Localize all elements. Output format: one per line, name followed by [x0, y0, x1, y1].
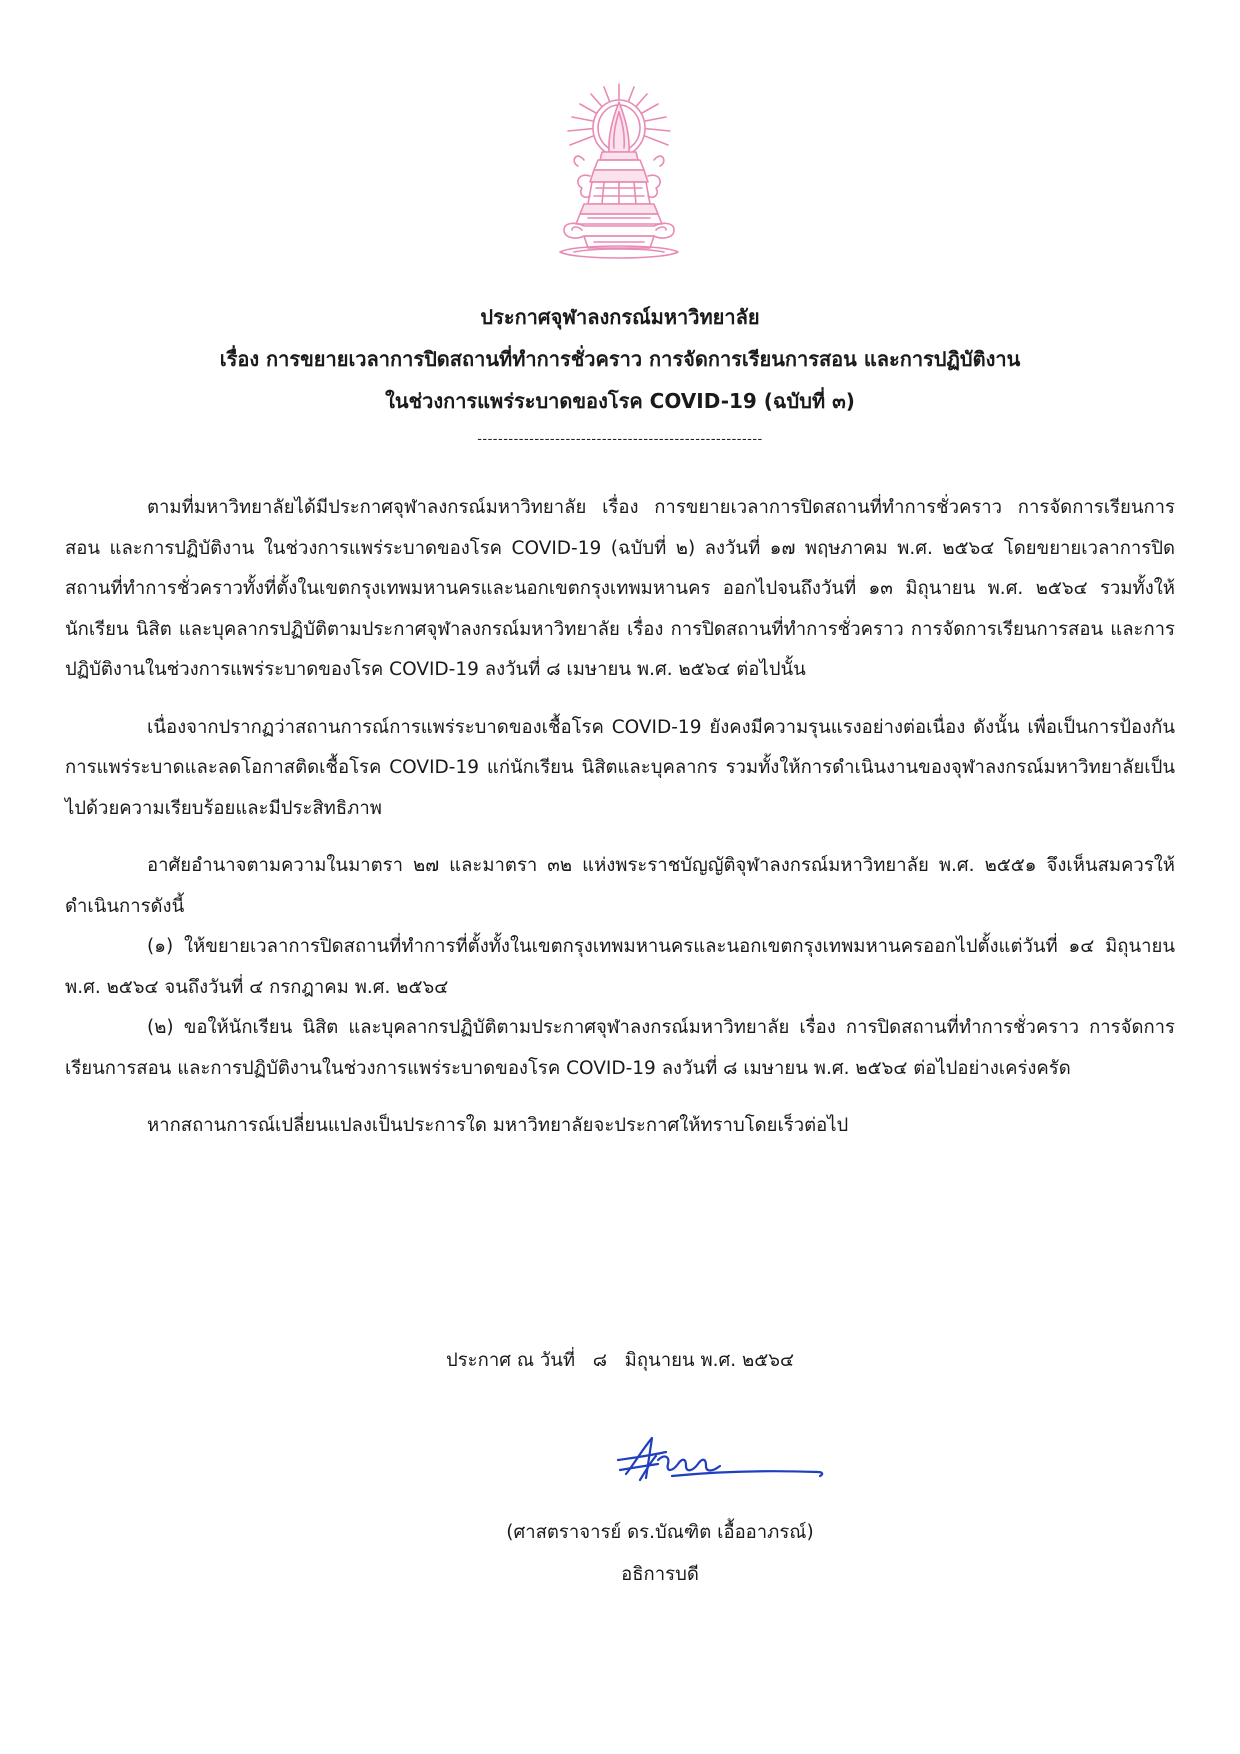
heading-line-1: ประกาศจุฬาลงกรณ์มหาวิทยาลัย — [480, 305, 760, 329]
paragraph-background: ตามที่มหาวิทยาลัยได้มีประกาศจุฬาลงกรณ์มหาวิทยาลัย เรื่อง การขยายเวลาการปิดสถานที่ทำการชั่วคราว การจัดการเรียนการสอน และการปฏิบัติงาน ในช่วงการแพร่ระบาดของโรค COVID-19 (ฉบับที่ ๒) ลงวันที่ ๑๗ พฤษภาคม พ.ศ. ๒๕๖๔ โดยขยายเวลาการปิดสถานที่ทำการชั่วคราวทั้งที่ตั้งในเขตกรุงเทพมหานครและนอกเขตกรุงเทพมหานคร ออกไปจนถึงวันที่ ๑๓ มิถุนายน พ.ศ. ๒๕๖๔ รวมทั้งให้นักเรียน นิสิต และบุคลากรปฏิบัติตามประกาศจุฬาลงกรณ์มหาวิทยาลัย เรื่อง การปิดสถานที่ทำการชั่วคราว การจัดการเรียนการสอน และการปฏิบัติงานในช่วงการแพร่ระบาดของโรค COVID-19 ลงวันที่ ๘ เมษายน พ.ศ. ๒๕๖๔ ต่อไปนั้น — [65, 497, 1175, 680]
order-item-2: (๒) ขอให้นักเรียน นิสิต และบุคลากรปฏิบัติตามประกาศจุฬาลงกรณ์มหาวิทยาลัย เรื่อง การปิดสถานที่ทำการชั่วคราว การจัดการเรียนการสอน และการปฏิบัติงานในช่วงการแพร่ระบาดของโรค COVID-19 ลงวันที่ ๘ เมษายน พ.ศ. ๒๕๖๔ ต่อไปอย่างเคร่งครัด — [65, 1017, 1175, 1079]
heading-divider: ------------------------------------------------------- — [477, 432, 763, 447]
paragraph-situation: เนื่องจากปรากฏว่าสถานการณ์การแพร่ระบาดของเชื้อโรค COVID-19 ยังคงมีความรุนแรงอย่างต่อเนื่อง ดังนั้น เพื่อเป็นการป้องกันการแพร่ระบาดและลดโอกาสติดเชื้อโรค COVID-19 แก่นักเรียน นิสิตและบุคลากร รวมทั้งให้การดำเนินงานของจุฬาลงกรณ์มหาวิทยาลัยเป็นไปด้วยความเรียบร้อยและมีประสิทธิภาพ — [65, 716, 1175, 819]
university-emblem — [554, 80, 684, 280]
heading-line-3: ในช่วงการแพร่ระบาดของโรค COVID-19 (ฉบับที่ ๓) — [385, 389, 855, 413]
announcement-body — [65, 488, 1175, 1164]
paragraph-closing: หากสถานการณ์เปลี่ยนแปลงเป็นประการใด มหาวิทยาลัยจะประกาศให้ทราบโดยเร็วต่อไป — [147, 1115, 849, 1136]
announcement-heading — [100, 296, 1140, 422]
announcement-date: ประกาศ ณ วันที่ ๘ มิถุนายน พ.ศ. ๒๕๖๔ — [446, 1350, 794, 1371]
signature — [612, 1430, 832, 1492]
heading-line-2: เรื่อง การขยายเวลาการปิดสถานที่ทำการชั่วคราว การจัดการเรียนการสอน และการปฏิบัติงาน — [219, 347, 1021, 371]
order-item-1: (๑) ให้ขยายเวลาการปิดสถานที่ทำการที่ตั้งทั้งในเขตกรุงเทพมหานครและนอกเขตกรุงเทพมหานครออกไปตั้งแต่วันที่ ๑๔ มิถุนายน พ.ศ. ๒๕๖๔ จนถึงวันที่ ๔ กรกฎาคม พ.ศ. ๒๕๖๔ — [65, 936, 1175, 998]
signer-name: (ศาสตราจารย์ ดร.บัณฑิต เอื้ออาภรณ์) — [506, 1522, 814, 1543]
paragraph-authority: อาศัยอำนาจตามความในมาตรา ๒๗ และมาตรา ๓๒ แห่งพระราชบัญญัติจุฬาลงกรณ์มหาวิทยาลัย พ.ศ. ๒๕๕๑ จึงเห็นสมควรให้ดำเนินการดังนี้ — [65, 855, 1175, 917]
signer-title: อธิการบดี — [621, 1564, 699, 1585]
